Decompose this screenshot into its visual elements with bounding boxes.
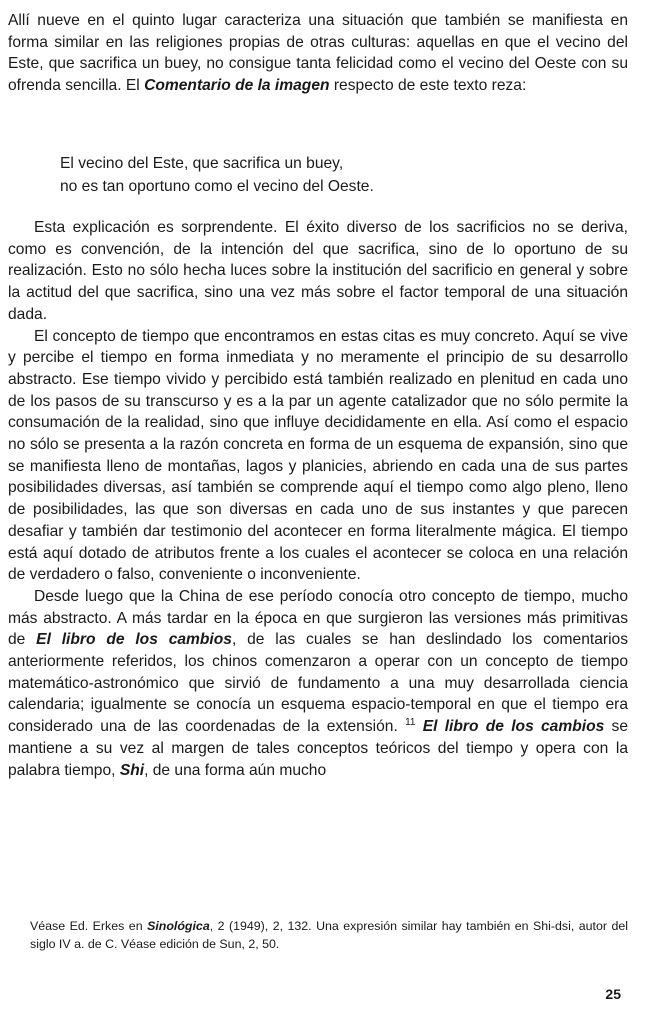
desde-part2: , de las cuales se han deslindado los comentarios anteriormente referidos, los chinos comenzaron a operar con un concepto de tiempo matemático-astronómico que sirvió de fundamento a una muy desarrollada ciencia calendaria; igualmente se conocía un esquema espacio-temporal en que el tiempo era considerado una de las coordenadas de la extensión.: [8, 631, 628, 736]
intro-text-part1: Allí nueve en el quinto lugar caracteriza una situación que también se manifiesta en forma similar en las religiones propias de otras culturas: aquellas en que el vecino del Este, que sacrifica un buey, no consigue tanta felicidad como el vecino del Oeste con su ofrenda sencilla. El: [8, 12, 628, 94]
footnote: [8, 917, 628, 953]
quote-line-1: El vecino del Este, que sacrifica un buey,: [60, 155, 344, 172]
intro-paragraph: [8, 10, 628, 96]
desde-part4: , de una forma aún mucho: [144, 761, 327, 779]
intro-emphasis: Comentario de la imagen: [144, 76, 330, 94]
footnote-part2: , 2 (1949), 2, 132. Una expresión similar hay también en Shi-dsi, autor del siglo IV a. de C. Véase edición de Sun, 2, 50.: [30, 919, 628, 951]
book-title-emphasis-2: El libro de los cambios: [422, 718, 605, 736]
shi-emphasis: Shi: [119, 761, 145, 779]
desde-part3: se mantiene a su vez al margen de tales conceptos teóricos del tiempo y opera con la palabra tiempo,: [8, 718, 628, 779]
intro-text: [8, 10, 628, 96]
book-title-emphasis-1: El libro de los cambios: [36, 631, 232, 649]
footnote-body: [8, 917, 628, 953]
block-quote: [60, 152, 600, 198]
paragraph-concepto: El concepto de tiempo que encontramos en estas citas es muy concreto. Aquí se vive y percibe el tiempo en forma inmediata y no meramente el principio de su desarrollo abstracto. Ese tiempo vivido y percibido está también realizado en plenitud en cada uno de los pasos de su transcurso y es a la par un agente catalizador que no sólo permite la consumación de la realidad, sino que influye decididamente en ella. Así como el espacio no sólo se presenta a la razón concreta en forma de un esquema de expansión, sino que se manifiesta lleno de montañas, lagos y planicies, abriendo en cada una de sus partes posibilidades diversas, así también se comprende aquí el tiempo como algo pleno, lleno de posibilidades, las que son diversas en cada uno de sus instantes y que parecen desafiar y también dar testimonio del acontecer en forma literalmente mágica. El tiempo está aquí dotado de atributos frente a los cuales el acontecer se coloca en una relación de verdadero o falso, conveniente o inconveniente.: [8, 327, 628, 584]
footnote-part1: Véase Ed. Erkes en: [30, 919, 148, 933]
footnote-reference[interactable]: 11: [405, 716, 416, 728]
quote-line-2: no es tan oportuno como el vecino del Oeste.: [60, 178, 374, 195]
page-number: 25: [605, 986, 621, 1002]
intro-text-part2: respecto de este texto reza:: [329, 76, 527, 94]
footnote-emphasis: Sinológica: [147, 919, 210, 933]
footnote-number: [8, 917, 30, 935]
paragraph-explicacion: Esta explicación es sorprendente. El éxito diverso de los sacrificios no se deriva, como es convención, de la intención del que sacrifica, sino de lo oportuno de su realización. Esto no sólo hecha luces sobre la institución del sacrificio en general y sobre la actitud del que sacrifica, sino una vez más sobre el factor temporal de una situación dada.: [8, 219, 628, 323]
desde-part1: Desde luego que la China de ese período conocía otro concepto de tiempo, mucho más abstracto. A más tardar en la época en que surgieron las versiones más primitivas de: [8, 587, 628, 649]
main-text: [8, 217, 628, 781]
paragraph-desde: [8, 586, 628, 781]
